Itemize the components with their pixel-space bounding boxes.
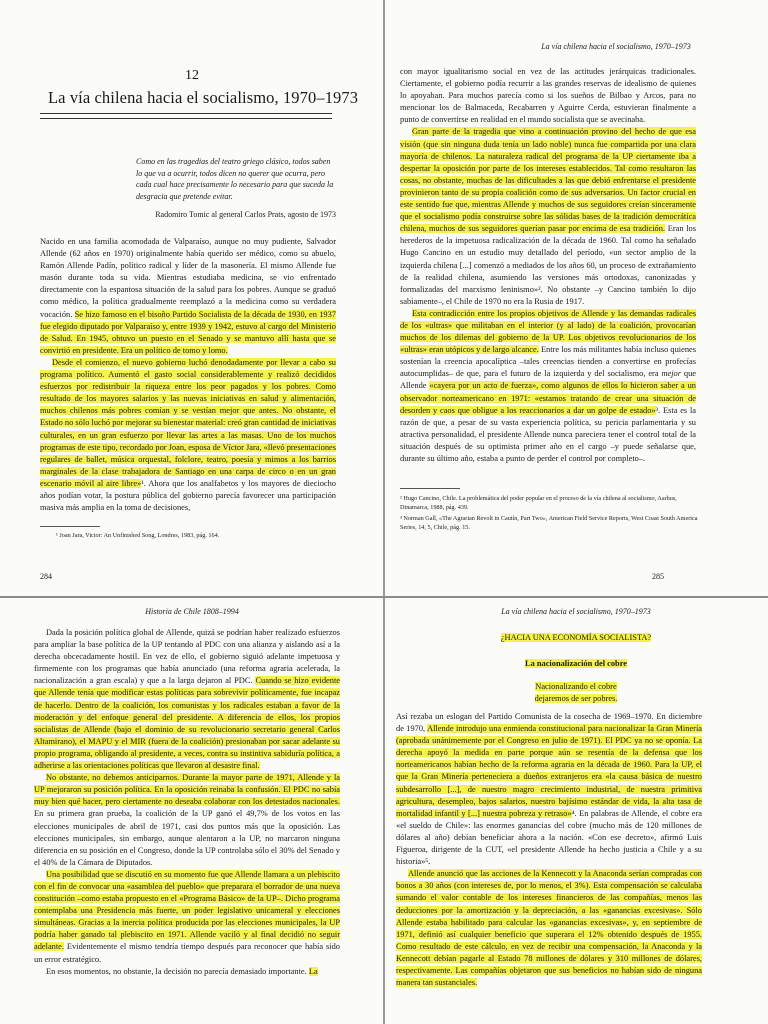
slogan-line-2: dejaremos de ser pobres. — [534, 694, 618, 703]
title-rule-top — [40, 113, 332, 114]
paragraph — [34, 966, 340, 978]
page-number: 285 — [652, 572, 664, 581]
highlighted-text: Se hizo famoso en el bisoño Partido Socialista de la década de 1930, en 1937 fue elegido diputado por Valparaíso y, entre 1939 y 1942, estuvo al cargo del Ministerio de Salud. En 1945, obtuvo un puesto en el Senado y se mantuvo allí hasta que se convirtió en presidente. Era un político de tomo y lomo. — [40, 309, 336, 355]
text-run: En su primera gran prueba, la coalición de la UP ganó el 49,7% de los votos en las elecciones municipales de abril de 1971, casi dos puntos más que la oposición. Las elecciones municipales, sin embargo, aunque alentaron a la UP, no marcaron ninguna diferencia en su posición en el Congreso, donde la UP controlaba sólo el 30% del Senado y el 40% de la Cámara de Diputados. — [34, 809, 340, 867]
text-run: En esos momentos, no obstante, la decisión no parecía demasiado importante. — [46, 966, 309, 976]
page-number: 284 — [40, 572, 52, 581]
highlighted-text: Allende introdujo una enmienda constitucional para nacionalizar la Gran Minería (aprobada unánimemente por el Congreso en julio de 1971). El PDC ya no se oponía. La derecha apoyó la medida en parte porque aún se resentía de la defensa que los norteamericanos habían hecho de la reforma agraria en la década de 1960. Para la UP, el que la Gran Minería perteneciera a dueños extranjeros era «la causa básica de nuestro subdesarrollo [...], de nuestro magro crecimiento industrial, de nuestra primitiva agricultura, desempleo, bajos salarios, nuestro bajísimo estándar de vida, la alta tasa de mortalidad infantil y [...] nuestra pobreza y retraso» — [396, 724, 702, 818]
highlighted-text: Allende anunció que las acciones de la Kennecott y la Anaconda serían compradas con bonos a 30 años (con intereses de, por lo menos, el 3%). Esta compensación se calculaba sumando el valor contable de los intereses financieros de las compañías, menos las deducciones por la amortización y la depreciación, a las «ganancias excesivas». Sólo Allende estaba habilitado para calcular las «ganancias excesivas», y, en septiembre de 1971, definió así cualquier beneficio que superara el 12% obtenido después de 1955. Como resultado de este cálculo, en vez de recibir una compensación, la Anaconda y la Kennecott debían pagarle al Estado 78 millones de dólares y 310 millones de dólares, respectivamente. Las compañías objetaron que sus beneficios no habían sido de ninguna manera tan sustanciales. — [396, 869, 702, 988]
text-run: Nacido en una familia acomodada de Valparaíso, aunque no muy pudiente, Salvador Allende (62 años en 1970) originalmente había querido ser médico, como su abuelo, Ramón Allende Padín, político radical y líder de la masonería. El mismo Allende fue masón durante toda su vida. Mientras estudiaba medicina, se vio enfrentado directamente con la espantosa situación de la salud para los pobres. Aunque se graduó como médico, la política gradualmente reemplazó a la medicina como su verdadera vocación. — [40, 237, 336, 319]
text-run: con mayor igualitarismo social en vez de las actitudes jerárquicas tradicionales. Ciertamente, el gobierno podía recurrir a las grandes reservas de idealismo de quienes lo apoyaban. Para muchos parecía como si los sueños de Bilbao y Arcos, para no mencionar los de Balmaceda, Recabarren y Aguirre Cerda, estuvieran finalmente a punto de convertirse en realidad en el mundo socialista que se avecinaba. — [400, 67, 696, 125]
section-title-text: ¿HACIA UNA ECONOMÍA SOCIALISTA? — [500, 633, 652, 642]
text-run: ³. Esta es la razón de que, a pesar de su vasta experiencia política, su pericia parlamentaria y su atractiva personalidad, el presidente Allende nunca pareciera tener el control total de la situación después de su optimista primer año en el cargo –y puede señalarse que, durante su último año, estaba a punto de perder el control por completo–. — [400, 405, 696, 463]
chapter-number: 12 — [185, 68, 199, 83]
page-historia — [0, 597, 384, 1024]
text-run: ¹. Ahora que los analfabetos y los mayores de dieciocho años podían votar, la postura pública del gobierno parecía favorecer una participación masiva más amplia en la toma de decisiones, — [40, 478, 336, 513]
paragraph — [400, 126, 696, 307]
highlighted-text: Cuando se hizo evidente que Allende tenía que modificar estas políticas para sobrevivir políticamente, fue incapaz de hacerlo. Dentro de la coalición, los comunistas y los radicales estaban a favor de la moderación y del enfoque general del presidente. A diferencia de ellos, los propios socialistas de Allende (bajo el dominio de su revolucionario secretario general Carlos Altamirano), el MAPU y el MIR (fuera de la coalición) presionaban por sacar adelante su propio programa, obligando al presidente, a veces, contra su instintiva sabiduría política, a adherirse a las orientaciones políticas que llevaron al desastre final. — [34, 676, 340, 771]
footnote-2: ² Hugo Cancino, Chile. La problemática del poder popular en el proceso de la vía chilena al socialismo, Aarhus, Dinamarca, 1988, pág. 439. — [400, 495, 677, 511]
highlighted-text: «cayera por un acto de fuerza», como algunos de ellos lo hicieron saber a un observador norteamericano en 1971: «estamos tratando de crear una situación de desorden y caos que obligue a los reaccionarios a dar un golpe de estado» — [400, 381, 696, 415]
page-284-body — [40, 236, 336, 514]
running-header: Historia de Chile 1808–1994 — [145, 607, 239, 616]
highlighted-text: La — [308, 966, 318, 976]
footnote-rule — [40, 526, 100, 527]
paragraph — [40, 236, 336, 357]
page-285 — [384, 0, 768, 596]
highlighted-text: Una posibilidad que se discutió en su momento fue que Allende llamara a un plebiscito con el fin de convocar una «asamblea del pueblo» que preparara el borrador de una nueva constitución –como estaba propuesto en el «Programa Básico» de la UP–. Dicho programa contemplaba una Presidencia más fuerte, un poder legislativo unicameral y elecciones simultáneas. Gracias a la inercia política producida por las elecciones municipales, la UP podría haber ganado tal plebiscito en 1971. Allende vaciló y al final decidió no seguir adelante. — [34, 869, 340, 952]
highlighted-text: No obstante, no debemos anticiparnos. Durante la mayor parte de 1971, Allende y la UP mejoraron su posición política. En la oposición reinaba la confusión. El PDC no sabía muy bien qué hacer, pero ciertamente no deseaba colaborar con los detestados nacionales. — [34, 773, 340, 807]
page-nacionalizacion-body — [396, 711, 702, 989]
text-run: Así rezaba un eslogan del Partido Comunista de la cosecha de 1969–1970. En diciembre de 1970, — [396, 712, 702, 734]
paragraph — [40, 357, 336, 514]
epigraph-attribution: Radomiro Tomic al general Carlos Prats, agosto de 1973 — [155, 210, 336, 219]
highlighted-text: Esta contradicción entre los propios objetivos de Allende y las demandas radicales de los «ultras» que militaban en el interior (y al lado) de la coalición, provocarían muchos de los dilemas del gobierno de la UP. Los objetivos revolucionarios de los «ultras» eran utópicos y de largo alcance. — [400, 308, 696, 355]
section-title — [384, 633, 768, 642]
paragraph — [396, 868, 702, 989]
text-run: Eran los herederos de la impetuosa radicalización de la década de 1960. Tal como ha señalado Hugo Cancino en un estudio muy detallado del período, «un sector amplio de la izquierda chilena [...] comenzó a mediados de los años 60, un proceso de extrañamiento de la realidad chilena, asumiendo las versiones más ortodoxas, canonizadas y formalizadas del marxismo leninismo»². No obstante –y Cancino también lo dijo sabiamente–, el Chile de 1970 no era la Rusia de 1917. — [400, 224, 696, 306]
epigraph: Como en las tragedias del teatro griego clásico, todos saben lo que va a ocurrir, todos dicen no querer que ocurra, pero cada cual hace precisamente lo necesario para que suceda la desgracia que pretende evitar. — [136, 157, 334, 201]
page-285-body — [400, 66, 696, 465]
page-nacionalizacion — [384, 597, 768, 1024]
footnote-rule — [400, 488, 460, 489]
running-header: La vía chilena hacia el socialismo, 1970–1973 — [501, 607, 651, 616]
text-run: Dada la posición política global de Allende, quizá se podrían haber realizado esfuerzos para ampliar la base política de la UP tentando al PDC con una alianza y aislando así a la derecha obcecadamente hostil. En vez de ello, el gobierno siguió adelante impetuosa y firmemente con los programas que había anunciado (una reforma agraria acelerada, la nacionalización a gran escala) y que a la larga dejaron al PDC. — [34, 628, 340, 686]
subsection-title — [384, 659, 768, 668]
footnote-3: ³ Norman Gall, «The Agrarian Revolt in Cautín, Part Two», American Field Service Reports, West Coast South America Series, 14, 5, Chile, pág. 15. — [400, 515, 698, 531]
page-historia-body — [34, 627, 340, 978]
paragraph — [34, 627, 340, 772]
paragraph — [396, 711, 702, 868]
paragraph — [400, 66, 696, 126]
slogan — [384, 681, 768, 705]
text-run: Evidentemente el mismo tendría tiempo después para reconocer que había sido un error estratégico. — [34, 942, 340, 964]
page-284 — [0, 0, 384, 596]
title-rule-bottom — [40, 118, 332, 119]
text-run: Entre los más militantes había incluso quienes sostenían la creencia apocalíptica –tales creencias tienden a convertirse en profecías autocumplidas– de que, para el futuro de la izquierda y del socialismo, era — [400, 345, 696, 379]
chapter-title: La vía chilena hacia el socialismo, 1970–1973 — [48, 88, 359, 107]
spread-divider — [0, 596, 768, 598]
text-run: ⁴. En palabras de Allende, el cobre era «el sueldo de Chile»: las enormes ganancias del cobre (mucho más de 120 millones de dólares al año) debían beneficiar ahora a la nación. «Con ese decreto», afirmó Luis Figueroa, dirigente de la CUT, «el presidente Allende ha hecho justicia a Chile y a su historia»⁵. — [396, 808, 702, 867]
highlighted-text: Gran parte de la tragedia que vino a continuación provino del hecho de que esa visión (que sin ninguna duda tenía un lado noble) nunca fue compartida por una clara mayoría de chilenos. La naturaleza radical del programa de la UP ciertamente iba a despertar la oposición por parte de los intereses establecidos. Tal como resultaron las cosas, no obstante, muchas de las dificultades a las que debió enfrentarse el presidente provinieron tanto de su propia coalición como de sus adversarios. Un factor crucial en este sentido fue que, mientras Allende y muchos de sus seguidores creían sinceramente que el socialismo podía construirse sobre las sólidas bases de la tradición democrática chilena, muchos de sus seguidores querían pasar por encima de esa tradición. — [400, 127, 696, 234]
slogan-line-1: Nacionalizando el cobre — [535, 682, 617, 691]
running-header: La vía chilena hacia el socialismo, 1970–1973 — [541, 42, 691, 51]
emphasis: mejor — [661, 369, 681, 379]
subsection-title-text: La nacionalización del cobre — [525, 659, 627, 668]
paragraph — [34, 772, 340, 869]
footnote-1: ¹ Joan Jara, Victor: An Unfinished Song, Londres, 1983, pág. 164. — [56, 532, 220, 539]
paragraph — [34, 869, 340, 966]
page-gutter — [383, 0, 385, 1024]
highlighted-text: Desde el comienzo, el nuevo gobierno luchó denodadamente por llevar a cabo su programa político. Aumentó el gasto social considerablemente y realizó decididos esfuerzos por redistribuir la riqueza entre los peor pagados y los pobres. Como resultado de los mayores salarios y las nuevas iniciativas en salud y alimentación, muchos chilenos más pobres comían y se vestían mejor que antes. No obstante, el Estado no sólo luchó por mejorar su bienestar material: creó gran cantidad de iniciativas culturales, en un gran esfuerzo por llevar las artes a las masas. Uno de los muchos programas de este tipo, recordado por Joan, esposa de Víctor Jara, «llevó presentaciones regulares de ballet, música orquestal, folclore, teatro, poesía y mimos a los barrios marginales de la clase trabajadora de Santiago en una carpa de circo o en un gran escenario móvil al aire libre» — [40, 357, 336, 488]
paragraph — [400, 308, 696, 465]
text-run: que Allende — [400, 369, 696, 391]
